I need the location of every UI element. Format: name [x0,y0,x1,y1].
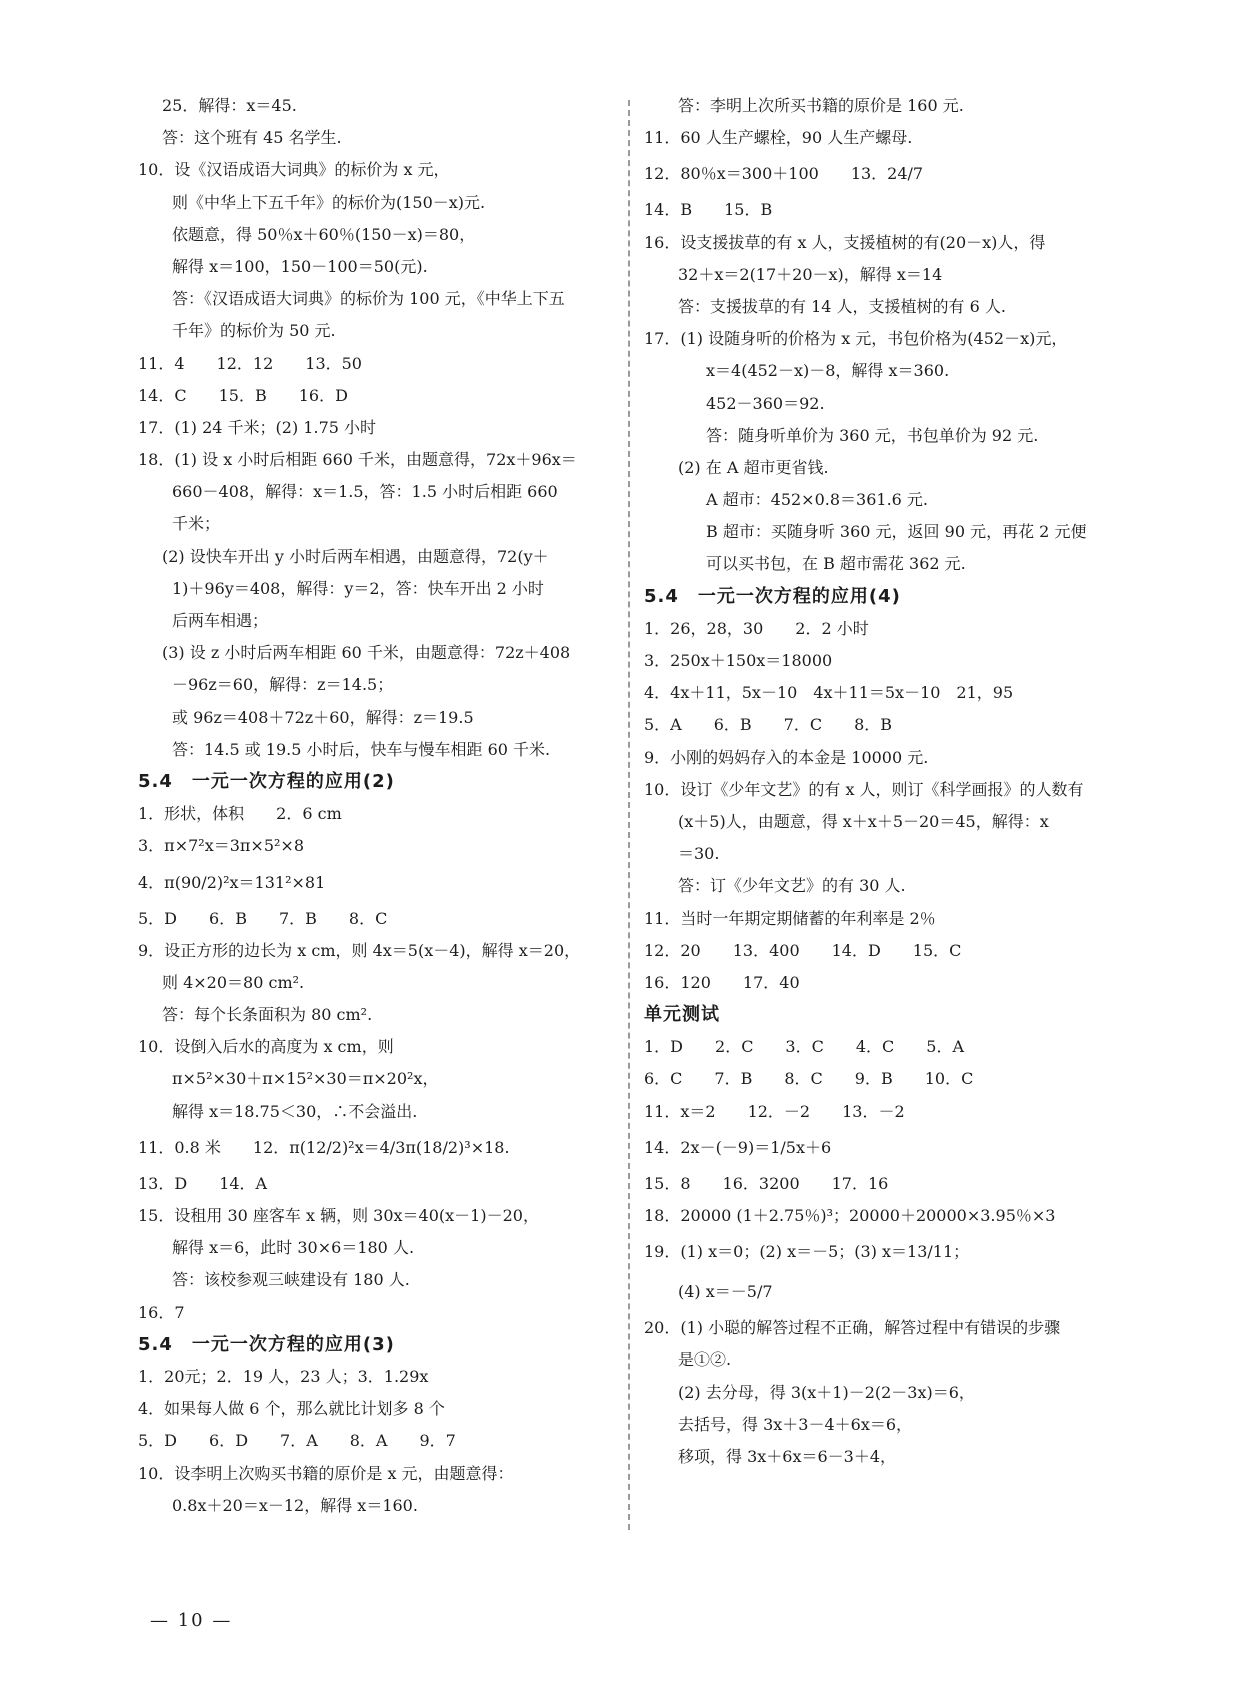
answer-line: 11．当时一年期定期储蓄的年利率是 2％ [644,908,936,928]
answer-line: 3．π×7²x＝3π×5²×8 [138,836,305,856]
answer-line: 答：该校参观三峡建设有 180 人. [172,1270,410,1290]
answer-line: 千年》的标价为 50 元. [172,321,336,341]
answer-line: 或 96z＝408＋72z＋60，解得：z＝19.5 [172,707,474,727]
answer-line: 19．(1) x＝0；(2) x＝－5；(3) x＝13/11； [644,1242,970,1262]
right-column [644,90,1124,1473]
answer-line: 5．A 6．B 7．C 8．B [644,715,893,735]
answer-line: 12．20 13．400 14．D 15．C [644,940,962,960]
answer-line: 16．设支援拔草的有 x 人，支援植树的有(20－x)人，得 [644,232,1046,252]
answer-line: 解得 x＝100，150－100＝50(元). [172,256,428,276]
answer-line: 1．26，28，30 2．2 小时 [644,618,869,638]
answer-line: 12．80％x＝300＋100 13．24/7 [644,164,924,184]
answer-line: 14．C 15．B 16．D [138,385,348,405]
answer-line: 答：随身听单价为 360 元，书包单价为 92 元. [706,425,1039,445]
answer-line: 11．x＝2 12．－2 13．－2 [644,1101,905,1121]
answer-line: π×5²×30＋π×15²×30＝π×20²x， [172,1069,439,1089]
answer-line: 10．设李明上次购买书籍的原价是 x 元，由题意得： [138,1463,514,1483]
answer-line: B 超市：买随身听 360 元，返回 90 元，再花 2 元便 [706,522,1087,542]
answer-line: 答：李明上次所买书籍的原价是 160 元. [678,96,964,115]
answer-line: 10．设订《少年文艺》的有 x 人，则订《科学画报》的人数有 [644,779,1084,799]
answer-line: 1)＋96y＝408，解得：y＝2，答：快车开出 2 小时 [172,578,544,598]
answer-line: x＝4(452－x)－8，解得 x＝360. [706,361,950,381]
answer-line: 解得 x＝18.75＜30，∴不会溢出. [172,1101,418,1121]
answer-line: 1．D 2．C 3．C 4．C 5．A [644,1037,965,1057]
answer-line: 9．设正方形的边长为 x cm，则 4x＝5(x－4)，解得 x＝20， [138,940,581,960]
column-divider [628,100,630,1530]
answer-line: 11．4 12．12 13．50 [138,353,362,373]
answer-line: A 超市：452×0.8＝361.6 元. [706,490,929,510]
page-number: — 10 — [150,1610,233,1631]
answer-line: 660－408，解得：x＝1.5，答：1.5 小时后相距 660 [172,482,558,502]
answer-line: (2) 设快车开出 y 小时后两车相遇，由题意得，72(y＋ [162,546,549,566]
answer-line: 20．(1) 小聪的解答过程不正确，解答过程中有错误的步骤 [644,1318,1061,1338]
answer-line: 16．7 [138,1302,185,1322]
answer-line: 4．4x＋11，5x－10 4x＋11＝5x－10 21，95 [644,683,1014,703]
answer-line: 11．0.8 米 12．π(12/2)²x＝4/3π(18/2)³×18. [138,1137,510,1157]
answer-line: 答：每个长条面积为 80 cm². [162,1005,373,1025]
answer-line: 18．(1) 设 x 小时后相距 660 千米，由题意得，72x＋96x＝ [138,450,577,470]
answer-line: 14．B 15．B [644,200,773,220]
left-column [138,90,628,1522]
answer-line: 答：支援拔草的有 14 人，支援植树的有 6 人. [678,296,1006,316]
answer-line: 0.8x＋20＝x－12，解得 x＝160. [172,1495,418,1515]
answer-line: 18．20000 (1＋2.75％)³；20000＋20000×3.95％×3 [644,1206,1056,1225]
answer-line: 解得 x＝6，此时 30×6＝180 人. [172,1238,415,1258]
answer-line: (x＋5)人，由题意，得 x＋x＋5－20＝45，解得：x [678,811,1049,831]
answer-line: 10．设倒入后水的高度为 x cm，则 [138,1037,394,1057]
answer-line: 1．形状，体积 2．6 cm [138,804,342,824]
answer-line: 14．2x－(－9)＝1/5x＋6 [644,1137,832,1157]
answer-line: 则《中华上下五千年》的标价为(150－x)元. [172,192,486,212]
answer-line: 32＋x＝2(17＋20－x)，解得 x＝14 [678,264,943,284]
answer-line: 千米； [172,514,221,534]
answer-line: 去括号，得 3x＋3－4＋6x＝6， [678,1414,913,1434]
answer-line: 6．C 7．B 8．C 9．B 10．C [644,1069,974,1089]
answer-line: 17．(1) 24 千米；(2) 1.75 小时 [138,417,377,437]
answer-line: 16．120 17．40 [644,972,800,992]
answer-line: 5．D 6．B 7．B 8．C [138,908,388,928]
answer-line: 答：14.5 或 19.5 小时后，快车与慢车相距 60 千米. [172,739,551,759]
answer-line: 答：《汉语成语大词典》的标价为 100 元，《中华上下五 [172,289,565,309]
answer-line: 答：订《少年文艺》的有 30 人. [678,876,906,896]
answer-line: 5．D 6．D 7．A 8．A 9．7 [138,1431,456,1451]
answer-line: 答：这个班有 45 名学生. [162,128,342,148]
answer-line: (2) 在 A 超市更省钱. [678,457,829,477]
answer-line: ＝30. [678,844,720,864]
answer-line: 4．π(90/2)²x＝131²×81 [138,872,326,892]
answer-line: 15．设租用 30 座客车 x 辆，则 30x＝40(x－1)－20， [138,1206,539,1225]
section-heading: 单元测试 [644,1004,720,1026]
answer-line: 9．小刚的妈妈存入的本金是 10000 元. [644,747,929,767]
answer-line: (2) 去分母，得 3(x＋1)－2(2－3x)＝6， [678,1382,975,1402]
answer-line: (4) x＝－5/7 [678,1282,773,1302]
answer-line: 4．如果每人做 6 个，那么就比计划多 8 个 [138,1399,445,1419]
section-heading: 5.4 一元一次方程的应用(4) [644,585,901,607]
answer-line: 15．8 16．3200 17．16 [644,1173,889,1193]
answer-line: 依题意，得 50％x＋60％(150－x)＝80， [172,224,476,244]
answer-line: 则 4×20＝80 cm². [162,972,305,992]
answer-line: 3．250x＋150x＝18000 [644,651,833,670]
answer-line: 452－360＝92. [706,393,825,413]
section-heading: 5.4 一元一次方程的应用(3) [138,1333,395,1355]
answer-line: 13．D 14．A [138,1173,268,1193]
answer-line: 17．(1) 设随身听的价格为 x 元，书包价格为(452－x)元， [644,329,1068,349]
answer-line: (3) 设 z 小时后两车相距 60 千米，由题意得：72z＋408 [162,643,571,663]
answer-line: 可以买书包，在 B 超市需花 362 元. [706,554,966,574]
answer-line: －96z＝60，解得：z＝14.5； [172,675,394,695]
answer-line: 移项，得 3x＋6x＝6－3＋4， [678,1446,897,1466]
answer-line: 后两车相遇； [172,611,269,630]
section-heading: 5.4 一元一次方程的应用(2) [138,770,395,792]
answer-line: 11．60 人生产螺栓，90 人生产螺母. [644,128,913,148]
answer-line: 10．设《汉语成语大词典》的标价为 x 元， [138,160,450,180]
answer-line: 25．解得：x＝45. [162,96,297,115]
answer-line: 是①②. [678,1350,732,1370]
answer-line: 1．20元；2．19 人，23 人；3．1.29x [138,1366,429,1386]
